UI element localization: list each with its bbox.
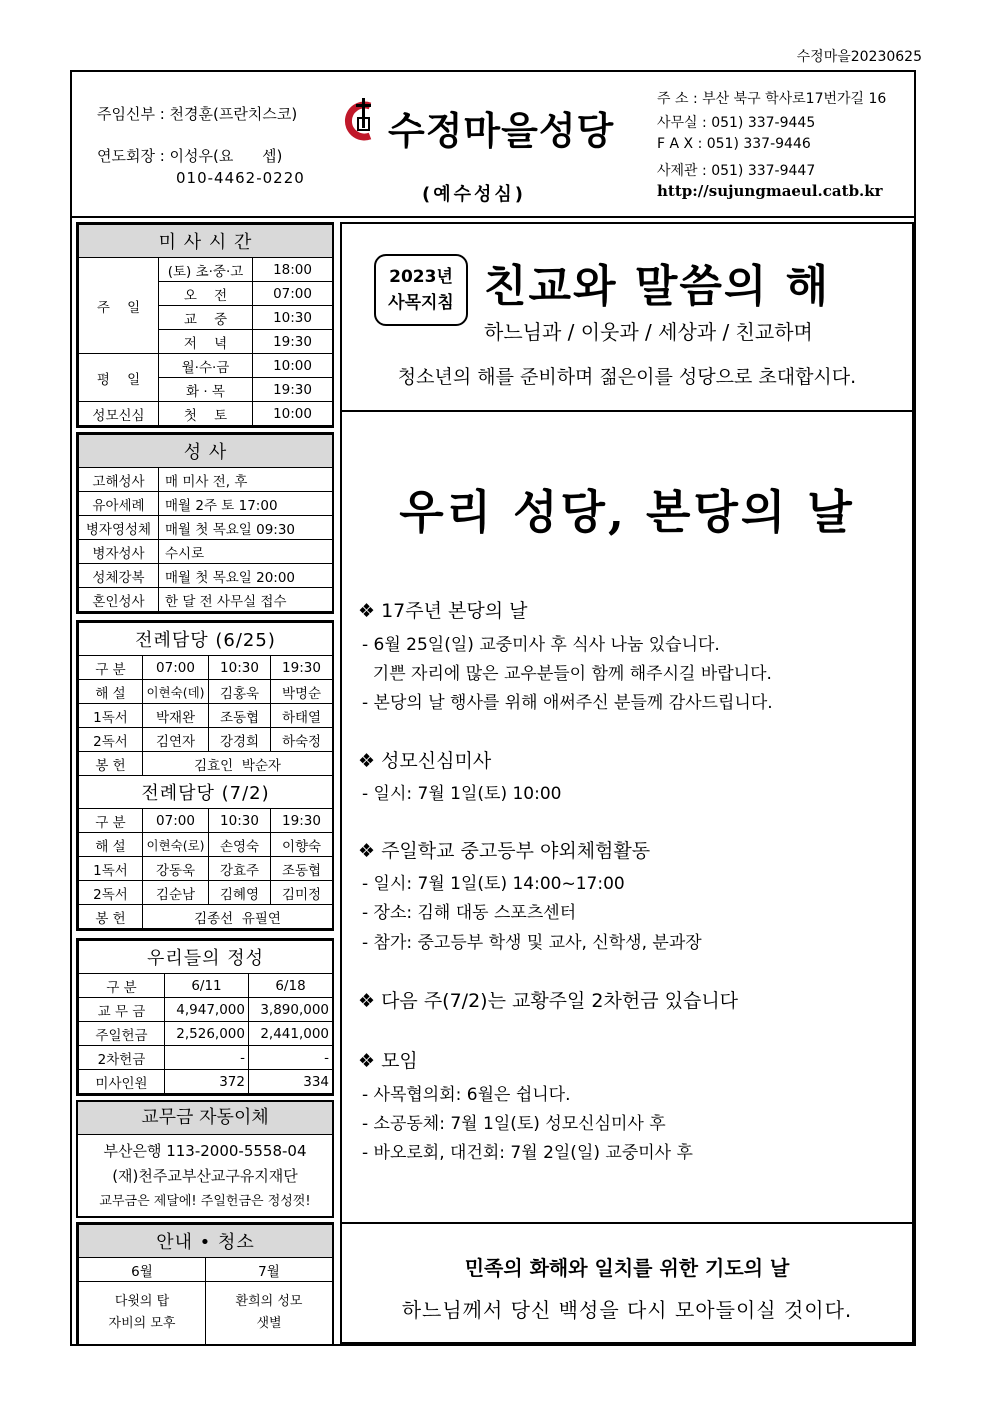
mass-when: 교 중	[159, 306, 253, 330]
liturgy-col-header: 10:30	[209, 809, 271, 833]
rectory-phone: 사제관 : 051) 337-9447	[657, 163, 816, 179]
liturgy-role: 해 설	[79, 833, 143, 857]
liturgy-person: 김미정	[271, 881, 333, 905]
sacrament-schedule: 매월 2주 토 17:00	[159, 492, 333, 516]
liturgy-person: 조동협	[271, 857, 333, 881]
liturgy-role: 해 설	[79, 680, 143, 704]
header	[72, 72, 914, 218]
cleaning-group: 자비의 모후	[108, 1316, 176, 1331]
sunday-label: 주 일	[79, 258, 159, 354]
notice-line: - 바오로회, 대건회: 7월 2일(일) 교중미사 후	[362, 1143, 693, 1163]
mass-time: 18:00	[253, 258, 333, 282]
mass-time: 10:00	[253, 354, 333, 378]
liturgy-title-1: 전례담당 (6/25)	[79, 623, 333, 656]
liturgy-col-header: 07:00	[143, 656, 209, 680]
offering-col-header: 구 분	[79, 974, 165, 998]
sacrament-name: 고해성사	[79, 468, 159, 492]
offering-value: -	[165, 1046, 249, 1070]
notice-line: - 장소: 김해 대동 스포츠센터	[362, 903, 577, 923]
offering-value: 334	[249, 1070, 333, 1094]
sacrament-name: 유아세례	[79, 492, 159, 516]
sacraments-box	[76, 432, 334, 614]
sacrament-schedule: 매월 첫 목요일 20:00	[159, 564, 333, 588]
liturgy-offering-persons: 김효인 박순자	[143, 752, 333, 776]
mass-time: 10:00	[253, 402, 333, 426]
liturgy-role: 1독서	[79, 704, 143, 728]
notice-line: - 일시: 7월 1일(토) 14:00~17:00	[362, 874, 625, 894]
footer-title: 민족의 화해와 일치를 위한 기도의 날	[464, 1256, 790, 1280]
liturgy-col-header: 구 분	[79, 656, 143, 680]
main-headline: 우리 성당, 본당의 날	[399, 485, 855, 539]
cleaning-box	[76, 1222, 334, 1346]
liturgy-col-header: 19:30	[271, 656, 333, 680]
liturgy-person: 손영숙	[209, 833, 271, 857]
year-theme-subtitle: 하느님과 / 이웃과 / 세상과 / 친교하며	[484, 320, 813, 344]
liturgy-person: 이현숙(데)	[143, 680, 209, 704]
offering-label: 교 무 금	[79, 998, 165, 1022]
autopay-note: 교무금은 제달에! 주일헌금은 정성껏!	[99, 1194, 311, 1209]
offering-value: 2,441,000	[249, 1022, 333, 1046]
address: 주 소 : 부산 북구 학사로17번가길 16	[657, 91, 887, 107]
offering-col-header: 6/11	[165, 974, 249, 998]
liturgy-person: 김혜영	[209, 881, 271, 905]
office-phone: 사무실 : 051) 337-9445	[657, 115, 816, 131]
notice-line: 기쁜 자리에 많은 교우분들이 함께 해주시길 바랍니다.	[362, 664, 772, 684]
notice-heading: ❖ 모임	[358, 1050, 418, 1072]
cleaning-title: 안내 • 청소	[79, 1225, 333, 1258]
liturgy-col-header: 07:00	[143, 809, 209, 833]
sacraments-title: 성 사	[79, 435, 333, 468]
cleaning-groups-june	[79, 1282, 206, 1345]
liturgy-role: 봉 헌	[79, 905, 143, 929]
cleaning-group: 다윗의 탑	[114, 1294, 170, 1309]
offering-value: 4,947,000	[165, 998, 249, 1022]
divider	[342, 410, 912, 412]
mass-time: 10:30	[253, 306, 333, 330]
website-url: http://sujungmaeul.catb.kr	[657, 182, 883, 200]
liturgy-col-header: 구 분	[79, 809, 143, 833]
year-theme-note: 청소년의 해를 준비하며 젊은이를 성당으로 초대합시다.	[397, 366, 857, 388]
sacrament-name: 혼인성사	[79, 588, 159, 612]
notice-line: - 사목협의회: 6월은 쉽니다.	[362, 1085, 571, 1105]
mass-time: 07:00	[253, 282, 333, 306]
liturgy-role: 2독서	[79, 881, 143, 905]
sacrament-schedule: 매월 첫 목요일 09:30	[159, 516, 333, 540]
liturgy-person: 박재완	[143, 704, 209, 728]
year-badge	[374, 254, 468, 326]
offering-label: 2차헌금	[79, 1046, 165, 1070]
liturgy-person: 조동협	[209, 704, 271, 728]
notice-heading: ❖ 성모신심미사	[358, 750, 492, 772]
mass-when: (토) 초·중·고	[159, 258, 253, 282]
mass-times-box	[76, 222, 334, 428]
sacrament-name: 병자영성체	[79, 516, 159, 540]
main-panel	[340, 222, 914, 1344]
bulletin-frame	[70, 70, 916, 1346]
liturgy-col-header: 19:30	[271, 809, 333, 833]
sacrament-schedule: 수시로	[159, 540, 333, 564]
liturgy-person: 강효주	[209, 857, 271, 881]
mass-time: 19:30	[253, 330, 333, 354]
liturgy-box	[76, 620, 334, 931]
autopay-title: 교무금 자동이체	[78, 1102, 332, 1135]
liturgy-role: 2독서	[79, 728, 143, 752]
liturgy-person: 김홍욱	[209, 680, 271, 704]
offering-col-header: 6/18	[249, 974, 333, 998]
cleaning-month: 7월	[206, 1258, 333, 1282]
fax-number: F A X : 051) 337-9446	[657, 136, 811, 152]
liturgy-person: 김순남	[143, 881, 209, 905]
offering-label: 미사인원	[79, 1070, 165, 1094]
cleaning-groups-july	[206, 1282, 333, 1345]
notice-line: - 6월 25일(일) 교중미사 후 식사 나눔 있습니다.	[362, 635, 720, 655]
autopay-box	[76, 1100, 334, 1218]
mass-when: 화 · 목	[159, 378, 253, 402]
notice-line: - 소공동체: 7월 1일(토) 성모신심미사 후	[362, 1114, 666, 1134]
liturgy-person: 하태열	[271, 704, 333, 728]
liturgy-person: 하숙정	[271, 728, 333, 752]
notice-line: - 본당의 날 행사를 위해 애써주신 분들께 감사드립니다.	[362, 693, 773, 713]
church-name: 수정마을성당	[388, 109, 615, 153]
mass-when: 저 녁	[159, 330, 253, 354]
liturgy-person: 이향숙	[271, 833, 333, 857]
president-phone: 010-4462-0220	[176, 169, 305, 187]
cleaning-group: 샛별	[256, 1316, 282, 1331]
year-theme-title: 친교와 말씀의 해	[484, 261, 831, 312]
year-badge-year: 2023년	[389, 267, 453, 287]
offering-value: 2,526,000	[165, 1022, 249, 1046]
mass-when: 첫 토	[159, 402, 253, 426]
liturgy-person: 김연자	[143, 728, 209, 752]
liturgy-col-header: 10:30	[209, 656, 271, 680]
notice-heading: ❖ 주일학교 중고등부 야외체험활동	[358, 840, 651, 862]
offering-value: 372	[165, 1070, 249, 1094]
church-logo	[344, 94, 644, 154]
liturgy-person: 강동욱	[143, 857, 209, 881]
sacrament-schedule: 매 미사 전, 후	[159, 468, 333, 492]
cleaning-month: 6월	[79, 1258, 206, 1282]
church-emblem-icon	[344, 94, 384, 144]
cleaning-group: 환희의 성모	[235, 1294, 303, 1309]
liturgy-title-2: 전례담당 (7/2)	[79, 776, 333, 809]
year-badge-label: 사목지침	[388, 293, 454, 313]
liturgy-person: 이현숙(로)	[143, 833, 209, 857]
mass-times-title: 미 사 시 간	[79, 225, 333, 258]
sacrament-schedule: 한 달 전 사무실 접수	[159, 588, 333, 612]
mass-time: 19:30	[253, 378, 333, 402]
bank-account: 부산은행 113-2000-5558-04	[103, 1142, 307, 1160]
liturgy-offering-persons: 김종선 유필연	[143, 905, 333, 929]
offering-value: 3,890,000	[249, 998, 333, 1022]
mass-when: 오 전	[159, 282, 253, 306]
footer-subtitle: 하느님께서 당신 백성을 다시 모아들이실 것이다.	[401, 1298, 853, 1322]
document-id: 수정마을20230625	[796, 49, 922, 65]
notice-heading: ❖ 다음 주(7/2)는 교황주일 2차헌금 있습니다	[358, 990, 739, 1012]
liturgy-person: 강경희	[209, 728, 271, 752]
liturgy-role: 1독서	[79, 857, 143, 881]
liturgy-role: 봉 헌	[79, 752, 143, 776]
account-holder: (재)천주교부산교구유지재단	[112, 1167, 298, 1185]
notice-line: - 참가: 중고등부 학생 및 교사, 신학생, 분과장	[362, 933, 702, 953]
first-saturday-label: 성모신심	[79, 402, 159, 426]
sacrament-name: 병자성사	[79, 540, 159, 564]
president-name: 연도회장 : 이성우(요 셉)	[97, 147, 283, 165]
weekday-label: 평 일	[79, 354, 159, 402]
church-motto: (예수성심)	[422, 184, 527, 205]
divider	[342, 1222, 912, 1224]
notice-line: - 일시: 7월 1일(토) 10:00	[362, 784, 562, 804]
offering-label: 주일헌금	[79, 1022, 165, 1046]
pastor-name: 주임신부 : 천경훈(프란치스코)	[97, 105, 298, 123]
sacrament-name: 성체강복	[79, 564, 159, 588]
mass-when: 월·수·금	[159, 354, 253, 378]
liturgy-person: 박명순	[271, 680, 333, 704]
notice-heading: ❖ 17주년 본당의 날	[358, 600, 528, 622]
offering-box	[76, 938, 334, 1096]
offering-title: 우리들의 정성	[79, 941, 333, 974]
offering-value: -	[249, 1046, 333, 1070]
